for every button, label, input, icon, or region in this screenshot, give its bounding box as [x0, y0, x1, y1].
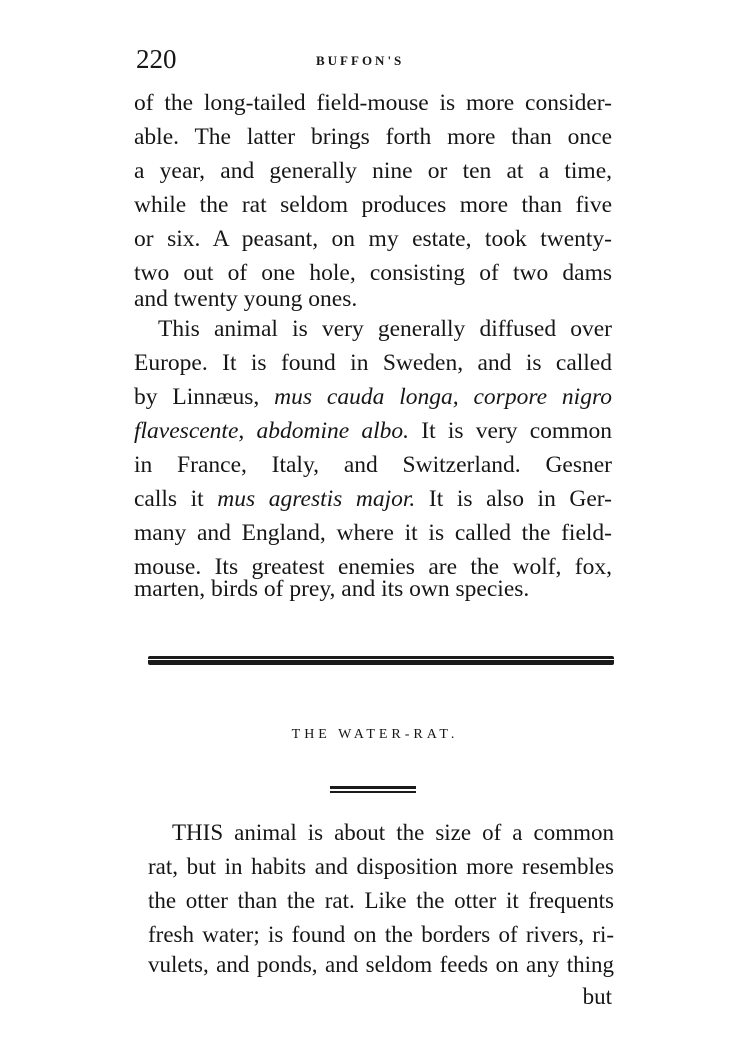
text-line: or six. A peasant, on my estate, took twenty- — [134, 226, 612, 252]
text-line: a year, and generally nine or ten at a time, — [134, 158, 612, 184]
text-line: in France, Italy, and Switzerland. Gesner — [134, 452, 612, 478]
latin-name: mus agrestis major. — [217, 486, 416, 512]
text-line: two out of one hole, consisting of two dams — [134, 260, 612, 286]
text-line: This animal is very generally diffused over — [158, 316, 612, 342]
text-line: THIS animal is about the size of a common — [172, 820, 614, 845]
latin-name: mus cauda longa, corpore nigro — [274, 384, 612, 410]
text-span: by Linnæus, — [134, 384, 275, 410]
text-line — [134, 380, 612, 414]
text-line: and twenty young ones. — [134, 286, 358, 312]
text-line: vulets, and ponds, and seldom feeds on any thing — [148, 952, 614, 977]
latin-name: flavescente, abdomine albo. — [134, 418, 410, 444]
text-line: fresh water; is found on the borders of rivers, ri- — [148, 922, 614, 947]
running-head: BUFFON'S — [316, 53, 405, 68]
text-line: the otter than the rat. Like the otter it frequents — [148, 888, 614, 913]
text-line: many and England, where it is called the field- — [134, 520, 612, 546]
text-span: calls it — [134, 486, 218, 512]
text-span: It is also in Ger- — [415, 486, 612, 512]
text-line — [134, 414, 612, 448]
section-title: THE WATER-RAT. — [291, 727, 459, 742]
title-underline-rule — [330, 786, 416, 789]
page-number: 220 — [136, 44, 177, 74]
text-line: rat, but in habits and disposition more resembles — [148, 854, 614, 879]
text-line: marten, birds of prey, and its own species. — [134, 576, 530, 602]
text-line: while the rat seldom produces more than five — [134, 192, 612, 218]
text-line — [134, 482, 612, 516]
page-header — [136, 44, 616, 78]
text-line: Europe. It is found in Sweden, and is called — [134, 350, 612, 376]
section-divider-rule — [148, 656, 614, 665]
text-line: able. The latter brings forth more than once — [134, 124, 612, 150]
catchword: but — [582, 984, 612, 1009]
text-line: mouse. Its greatest enemies are the wolf, fox, — [134, 554, 612, 580]
text-line: of the long-tailed field-mouse is more consider- — [134, 90, 612, 116]
text-span: It is very common — [409, 418, 612, 444]
